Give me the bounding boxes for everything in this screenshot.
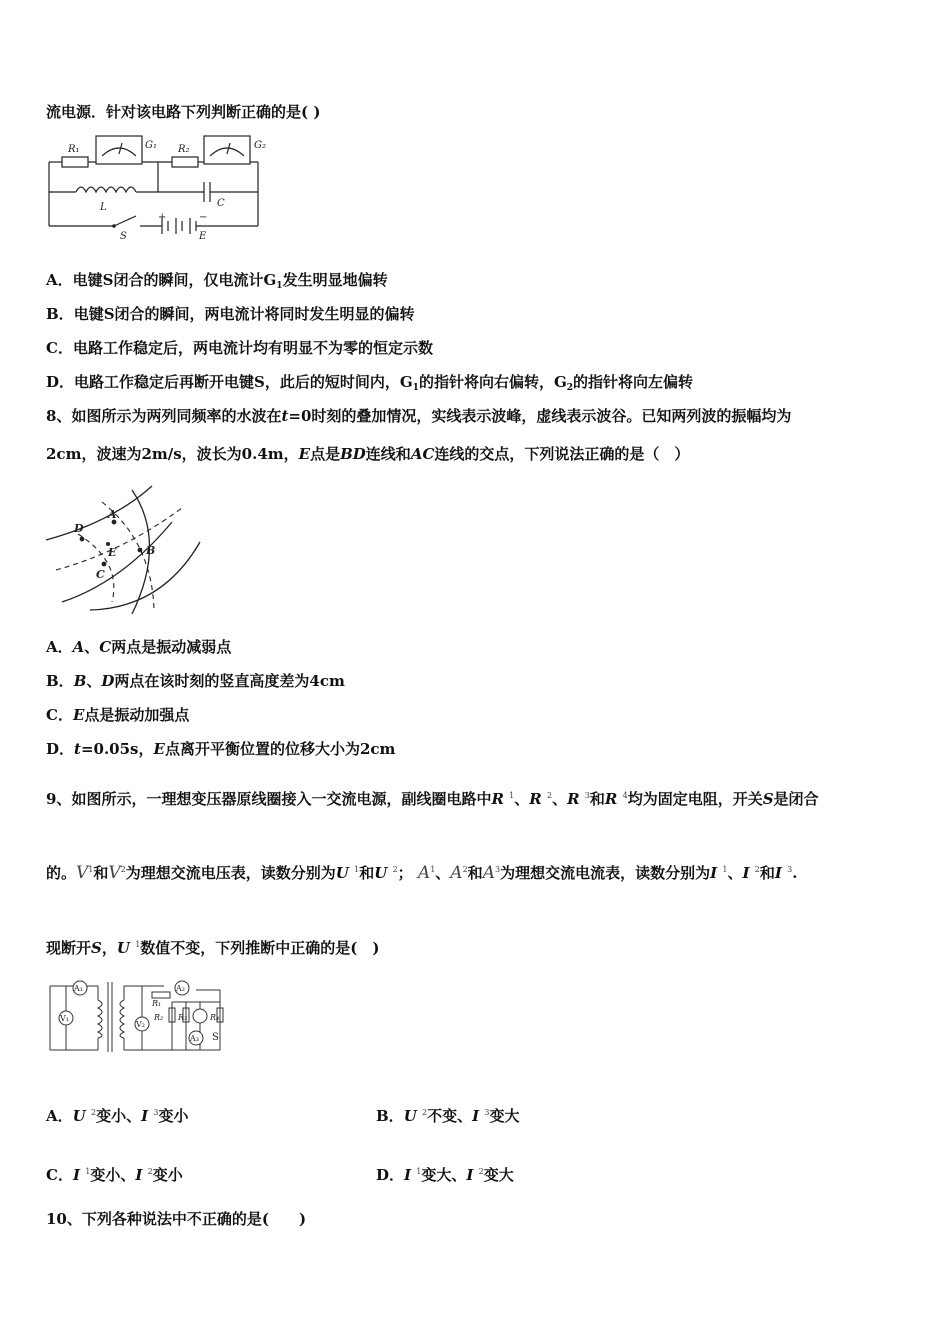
q9-option-b: B．U $^2$不变、I $^3$变大 <box>376 1107 520 1125</box>
a2-label: A₂ <box>176 984 185 993</box>
q9-option-d: D．I $^1$变大、I $^2$变大 <box>376 1166 514 1184</box>
a3-label: A₃ <box>190 1034 199 1043</box>
q7-option-b: B．电键S闭合的瞬间，两电流计将同时发生明显的偏转 <box>46 305 415 323</box>
q7-option-d: D．电路工作稳定后再断开电键S，此后的短时间内，$G_1$的指针将向右偏转，$G_2$的指针将向左偏转 <box>46 373 694 393</box>
q8-wave-figure <box>42 482 212 616</box>
q8-option-d: D．t=0.05s，E点离开平衡位置的位移大小为2cm <box>46 740 396 758</box>
v2-label: V₂ <box>136 1020 145 1029</box>
q7-option-c: C．电路工作稳定后，两电流计均有明显不为零的恒定示数 <box>46 339 433 357</box>
d-label: D <box>74 522 84 535</box>
c-label: C <box>96 568 105 581</box>
q7-stem: 流电源．针对该电路下列判断正确的是( ) <box>46 103 321 121</box>
g1-label: G₁ <box>145 140 157 151</box>
g2-label: G₂ <box>254 140 266 151</box>
a-label: A <box>108 508 117 521</box>
a1-label: A₁ <box>74 984 83 993</box>
minus-label: − <box>199 212 208 223</box>
b-label: B <box>146 544 156 557</box>
q9-stem-line2: 的。$V^1$和$V^2$为理想交流电压表，读数分别为U $^1$和U $^2$； $A^1$、$A^2$和$A^3$为理想交流电流表，读数分别为I $^1$、I $^2$和I $^3$. <box>46 863 798 883</box>
l-label: L <box>100 202 107 213</box>
q9-stem-line3: 现断开S，U $^1$数值不变，下列推断中正确的是( ) <box>46 939 380 957</box>
q8-option-c: C．E点是振动加强点 <box>46 706 190 724</box>
r3-label: R₃ <box>178 1013 188 1022</box>
c-label: C <box>217 198 225 209</box>
e-label: E <box>199 231 207 242</box>
q9-stem-line1: 9、如图所示，一理想变压器原线圈接入一交流电源，副线圈电路中R $^1$、R $^2$、R $^3$和R $^4$均为固定电阻，开关S是闭合 <box>46 790 819 808</box>
plus-label: + <box>158 212 167 223</box>
q9-option-c: C．I $^1$变小、I $^2$变小 <box>46 1166 183 1184</box>
r1-label: R₁ <box>152 999 162 1008</box>
r4-label: R₄ <box>210 1013 220 1022</box>
q10-stem: 10、下列各种说法中不正确的是( ) <box>46 1210 307 1228</box>
q9-transformer-figure <box>44 978 234 1054</box>
e-label: E <box>108 546 117 559</box>
s-label: S <box>120 231 127 242</box>
v1-label: V₁ <box>60 1014 69 1023</box>
q8-stem-line2: 2cm，波速为2m/s，波长为0.4m，E点是BD连线和AC连线的交点，下列说法正确的是（ ） <box>46 445 690 463</box>
r1-label: R₁ <box>68 144 80 155</box>
q8-option-a: A．A、C两点是振动减弱点 <box>46 638 232 656</box>
r2-label: R₂ <box>154 1013 164 1022</box>
q7-option-a: A．电键S闭合的瞬间，仅电流计$G_1$发生明显地偏转 <box>46 271 388 291</box>
s-label: S <box>212 1032 219 1043</box>
q9-option-a: A．U $^2$变小、I $^3$变小 <box>46 1107 189 1125</box>
q7-circuit-figure <box>44 130 284 242</box>
r2-label: R₂ <box>178 144 190 155</box>
q8-stem-line1: 8、如图所示为两列同频率的水波在t=0时刻的叠加情况，实线表示波峰，虚线表示波谷。已知两列波的振幅均为 <box>46 407 792 425</box>
q8-option-b: B．B、D两点在该时刻的竖直高度差为4cm <box>46 672 345 690</box>
